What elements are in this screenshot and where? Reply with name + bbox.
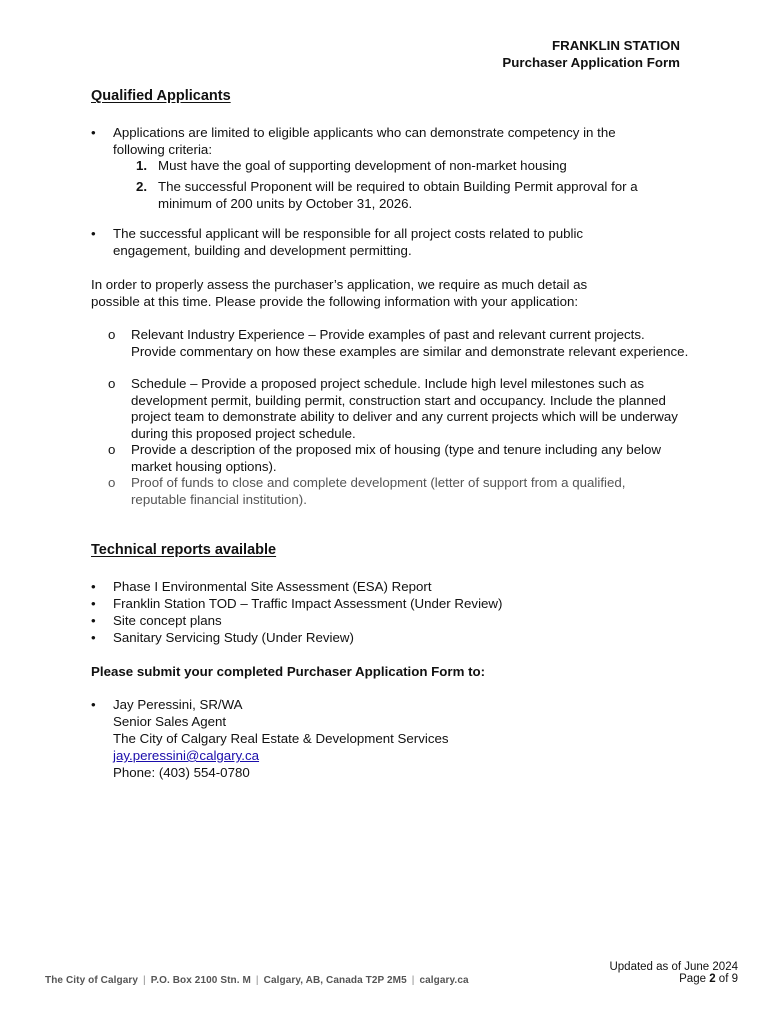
bullet-icon: • [91,596,96,611]
bullet-text: The successful applicant will be responsible for all project costs related to public engagement, building and development permitting. [113,226,584,258]
circle-bullet-icon: o [108,442,116,457]
page-current: 2 [709,972,716,985]
report-text: Sanitary Servicing Study (Under Review) [113,630,354,645]
bullet-icon: • [91,697,96,712]
submit-heading: Please submit your completed Purchaser Application Form to: [91,664,486,679]
contact-email-link[interactable]: jay.peressini@calgary.ca [113,748,260,763]
footer-divider: | [143,975,146,986]
circle-bullet-icon: o [108,327,116,342]
contact-name: Jay Peressini, SR/WA [113,697,243,712]
contact-org: The City of Calgary Real Estate & Development Services [113,731,449,746]
criteria-number: 1. [136,158,148,173]
bullet-icon: • [91,630,96,645]
requirement-text: Schedule – Provide a proposed project schedule. Include high level milestones such as development permit, building permit, construction start and occupancy. Include the planned project team to demonstrate ability to deliver and any current projects which will be underway during this proposed project schedule. [131,376,678,441]
circle-bullet-icon: o [108,475,116,490]
criteria-text: Must have the goal of supporting development of non-market housing [158,158,567,173]
requirement-text: Proof of funds to close and complete development (letter of support from a qualified, reputable financial institution). [131,475,626,507]
circle-bullet-icon: o [108,376,116,391]
bullet-icon: • [91,125,96,140]
document-header [502,37,680,71]
page-number [609,974,738,986]
header-title: FRANKLIN STATION [551,38,680,53]
updated-date: Updated as of June 2024 [609,961,738,973]
contact-phone: Phone: (403) 554-0780 [113,765,250,780]
bullet-icon: • [91,579,96,594]
bullet-icon: • [91,226,96,241]
footer-address: Calgary, AB, Canada T2P 2M5 [263,975,407,986]
report-text: Phase I Environmental Site Assessment (ESA) Report [113,579,432,594]
page-footer-info [609,962,738,985]
report-text: Franklin Station TOD – Traffic Impact Assessment (Under Review) [113,596,503,611]
contact-details [113,696,449,781]
technical-reports-heading: Technical reports available [91,542,277,558]
footer-org: The City of Calgary [45,975,139,986]
footer-divider: | [411,975,415,986]
criteria-number: 2. [136,179,148,194]
intro-paragraph: In order to properly assess the purchaser’s application, we require as much detail as possible at this time. Please provide the following information with your application: [91,277,588,309]
requirement-text: Relevant Industry Experience – Provide examples of past and relevant current projects. Provide commentary on how these examples are similar and demonstrate relevant experience. [131,327,689,359]
organization-footer [45,975,469,986]
page-prefix: Page [679,972,710,985]
criteria-text: The successful Proponent will be required to obtain Building Permit approval for a minimum of 200 units by October 31, 2026. [158,179,638,211]
bullet-text: Applications are limited to eligible applicants who can demonstrate competency in the following criteria: [113,125,616,157]
qualified-applicants-heading: Qualified Applicants [91,88,231,104]
report-text: Site concept plans [113,613,222,628]
footer-divider: | [255,975,259,986]
requirement-text: Provide a description of the proposed mix of housing (type and tenure including any below market housing options). [131,442,661,474]
page-total: of 9 [715,972,738,985]
contact-title: Senior Sales Agent [113,714,227,729]
footer-site: calgary.ca [419,975,469,986]
footer-pobox: P.O. Box 2100 Stn. M [150,975,251,986]
header-subtitle: Purchaser Application Form [502,55,680,70]
bullet-icon: • [91,613,96,628]
